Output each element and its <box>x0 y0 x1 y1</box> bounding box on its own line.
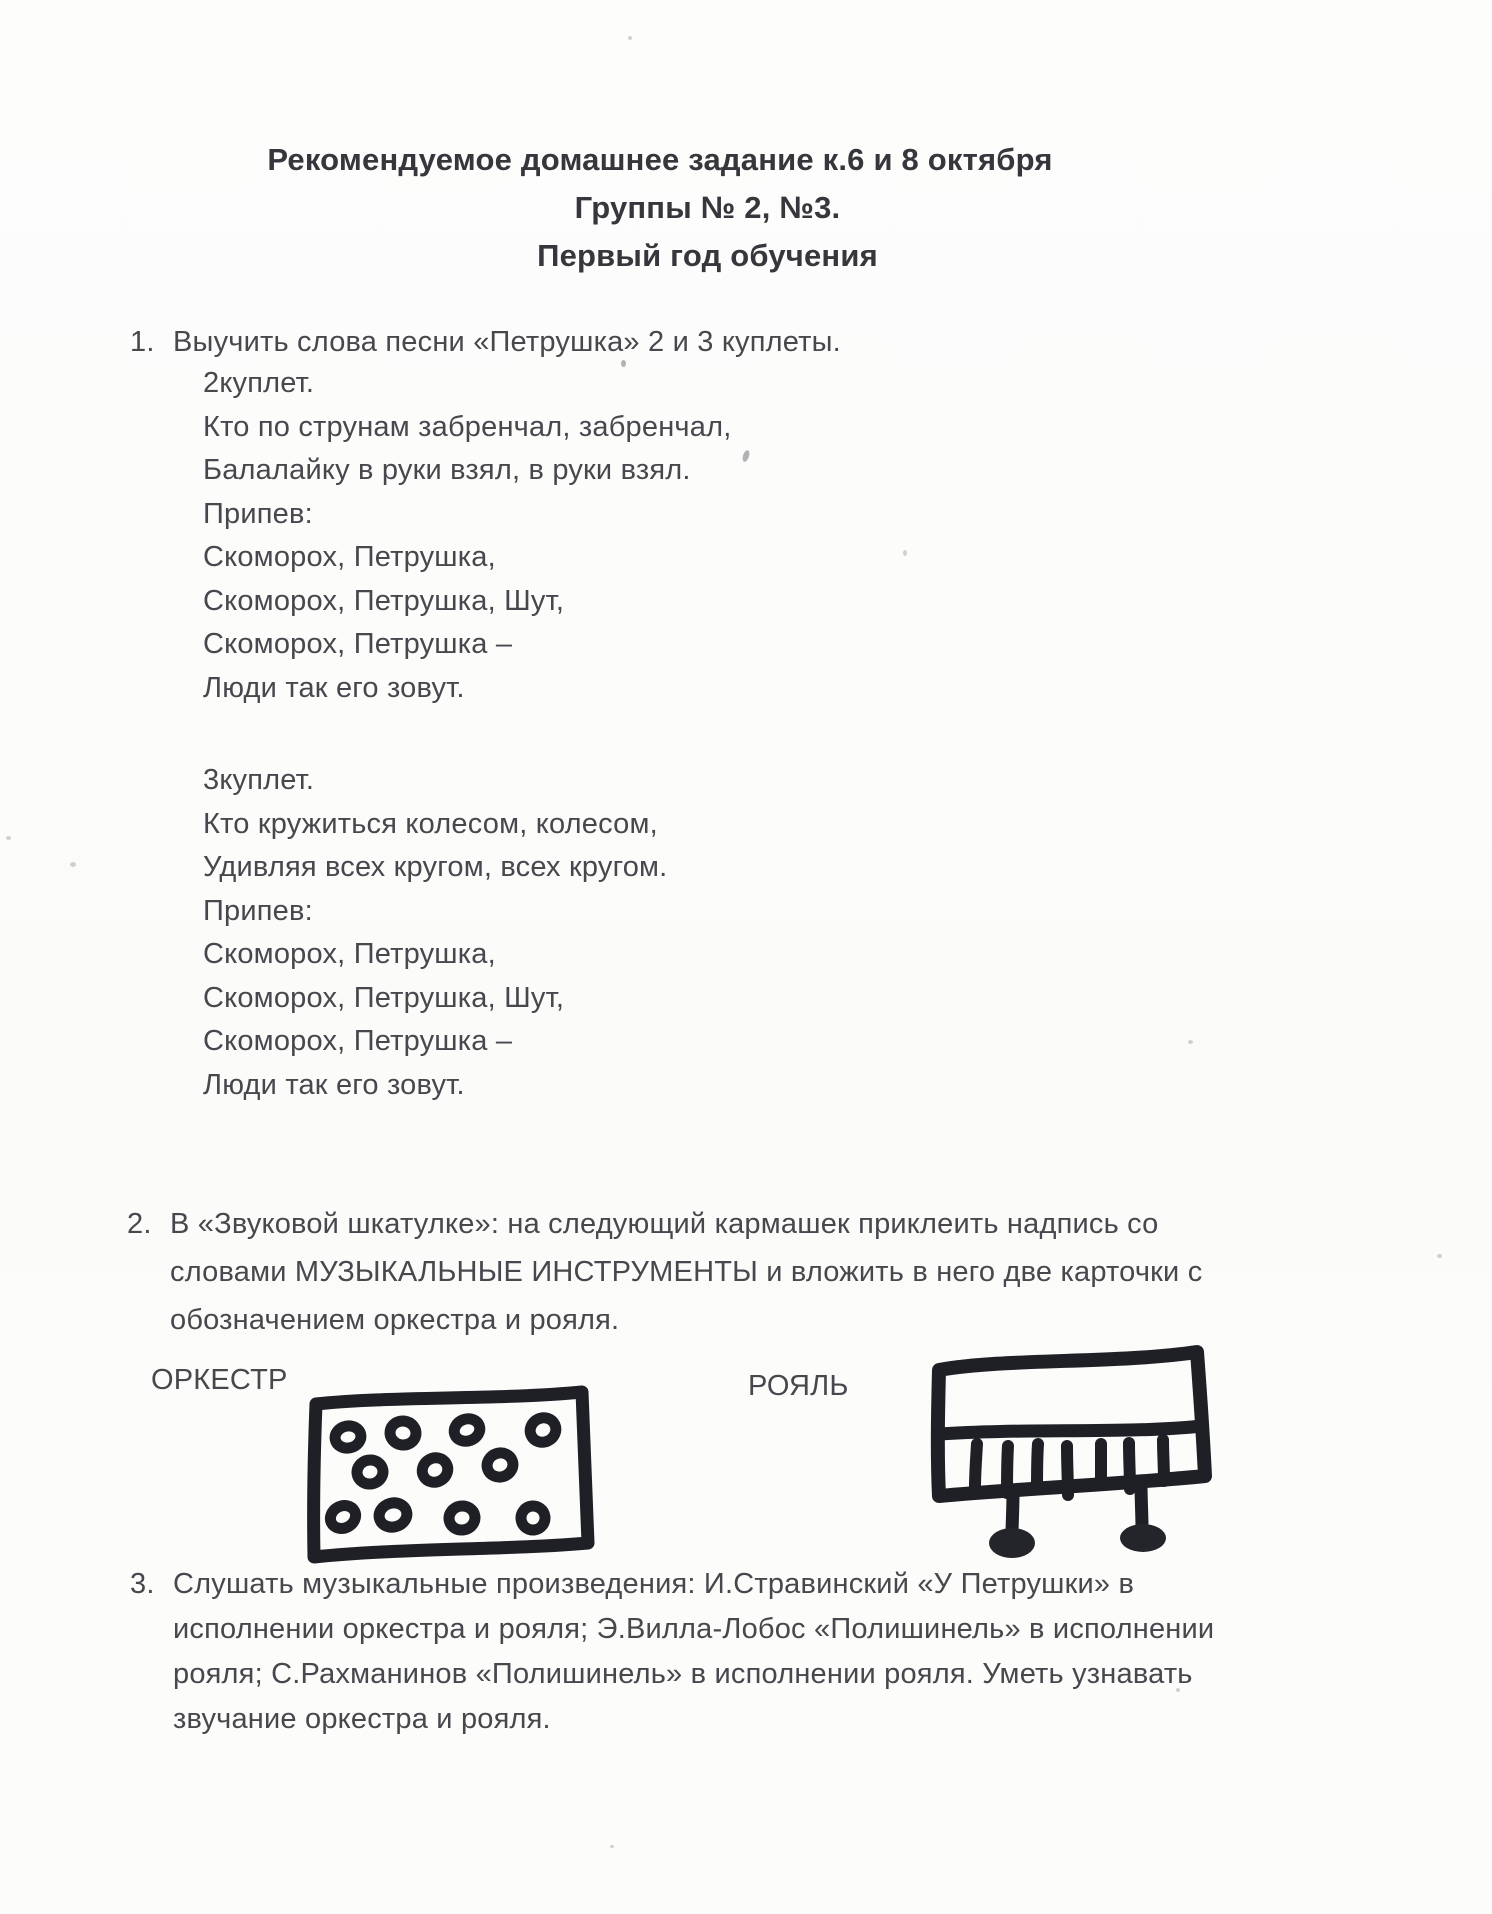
verse-line: 2куплет. <box>203 367 315 399</box>
scan-speck <box>628 36 632 40</box>
piano-label: РОЯЛЬ <box>748 1370 849 1402</box>
orchestra-drawing <box>280 1380 620 1580</box>
piano-feet <box>989 1524 1166 1558</box>
verse-line: 3куплет. <box>203 764 315 796</box>
scan-speck <box>621 360 626 367</box>
title-line-1: Рекомендуемое домашнее задание к.6 и 8 октября <box>267 142 1053 177</box>
item-1-text: Выучить слова песни «Петрушка» 2 и 3 куплеты. <box>173 326 841 358</box>
item-2-line: словами МУЗЫКАЛЬНЫЕ ИНСТРУМЕНТЫ и вложить в него две карточки с <box>170 1256 1203 1288</box>
verse-line: Скоморох, Петрушка, Шут, <box>203 981 565 1014</box>
scan-speck <box>1176 1688 1180 1692</box>
verse-line: Припев: <box>203 894 313 927</box>
title-line-2: Группы № 2, №3. <box>574 190 841 225</box>
list-item-3 <box>130 1562 1214 1742</box>
verse-line: Кто кружиться колесом, колесом, <box>203 807 658 840</box>
verse-line: Скоморох, Петрушка, Шут, <box>203 584 565 617</box>
title-line-3: Первый год обучения <box>537 238 878 273</box>
list-item-2 <box>127 1200 1202 1344</box>
scan-speck <box>903 550 907 556</box>
verse-line: Скоморох, Петрушка – <box>203 1025 513 1057</box>
item-2-line: В «Звуковой шкатулке»: на следующий кармашек приклеить надпись со <box>170 1208 1159 1240</box>
verse-line: Люди так его зовут. <box>203 1068 465 1101</box>
verse-line: Удивляя всех кругом, всех кругом. <box>203 851 668 883</box>
item-3-line: звучание оркестра и рояля. <box>173 1703 551 1735</box>
scan-speck <box>610 1845 614 1848</box>
item-3-line: Слушать музыкальные произведения: И.Стравинский «У Петрушки» в <box>173 1568 1135 1600</box>
verse-line: Балалайку в руки взял, в руки взял. <box>203 454 691 486</box>
document-title <box>170 136 1150 280</box>
verse-3-block <box>203 759 667 1107</box>
scan-speck <box>1437 1254 1442 1258</box>
scan-speck <box>741 449 750 462</box>
item-3-line: рояля; С.Рахманинов «Полишинель» в исполнении рояля. Уметь узнавать <box>173 1658 1193 1690</box>
verse-line: Кто по струнам забренчал, забренчал, <box>203 410 732 443</box>
verse-2-block <box>203 362 731 710</box>
piano-keybed-line <box>939 1426 1202 1434</box>
scan-speck <box>70 862 76 867</box>
verse-line: Скоморох, Петрушка, <box>203 541 496 573</box>
list-item-1 <box>130 326 841 359</box>
verse-line: Люди так его зовут. <box>203 671 465 704</box>
scan-speck <box>6 836 11 840</box>
scan-speck <box>1188 1040 1193 1044</box>
item-2-line: обозначением оркестра и рояля. <box>170 1304 620 1336</box>
verse-line: Скоморох, Петрушка – <box>203 628 513 660</box>
piano-drawing <box>915 1330 1225 1565</box>
verse-line: Припев: <box>203 497 313 530</box>
item-2-number: 2. <box>127 1208 152 1240</box>
item-1-number: 1. <box>130 326 155 358</box>
item-3-number: 3. <box>130 1568 155 1600</box>
item-3-line: исполнении оркестра и рояля; Э.Вилла-Лобос «Полишинель» в исполнении <box>173 1613 1215 1645</box>
orchestra-dots <box>326 1414 559 1533</box>
verse-line: Скоморох, Петрушка, <box>203 938 496 970</box>
orchestra-label: ОРКЕСТР <box>151 1364 288 1396</box>
